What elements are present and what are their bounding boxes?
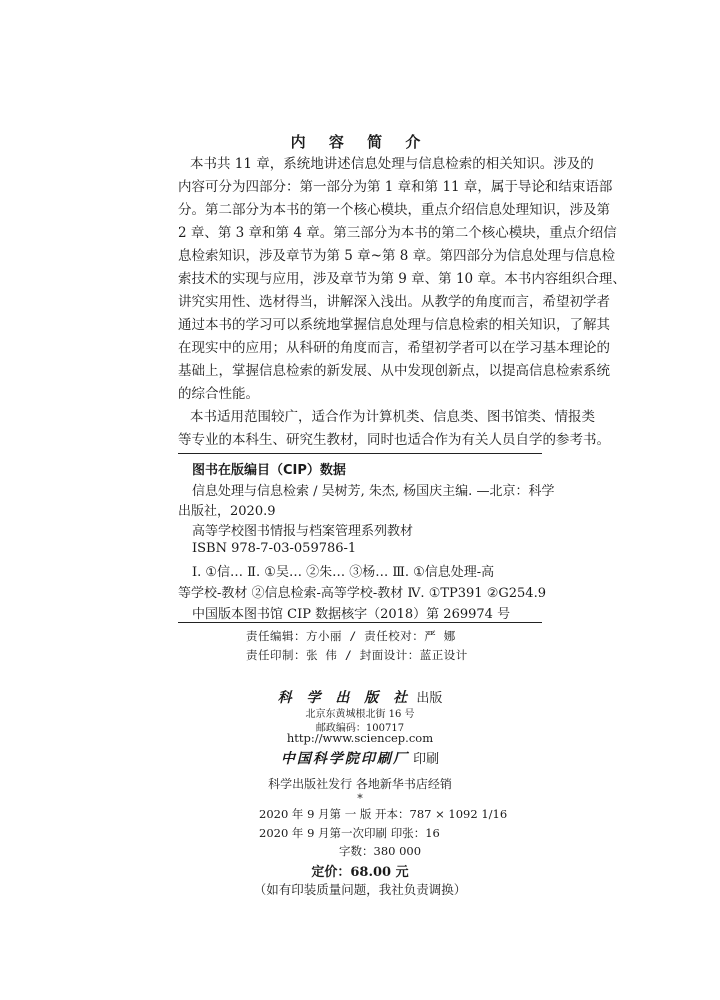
intro-line: 索技术的实现与应用，涉及章节为第 9 章、第 10 章。本书内容组织合理、: [178, 271, 626, 287]
publisher-line: [0, 687, 720, 707]
staff-editors: 责任编辑：方小丽 / 责任校对：严 娜: [246, 629, 456, 643]
cip-line: 等学校-教材 ②信息检索-高等学校-教材 Ⅳ. ①TP391 ②G254.9: [178, 586, 546, 601]
publisher-url: http://www.sciencep.com: [286, 731, 434, 745]
quality-note: （如有印装质量问题，我社负责调换）: [253, 882, 467, 897]
cip-heading: 图书在版编目（CIP）数据: [192, 463, 346, 478]
intro-line: 讲究实用性、选材得当，讲解深入浅出。从教学的角度而言，希望初学者: [178, 294, 610, 310]
intro-line: 2 章、第 3 章和第 4 章。第三部分为本书的第二个核心模块，重点介绍信: [178, 225, 617, 241]
printer-logo: 中国科学院印刷厂: [280, 751, 409, 767]
intro-line: 分。第二部分为本书的第一个核心模块，重点介绍信息处理知识，涉及第: [178, 202, 610, 218]
cip-top-rule: [178, 453, 542, 454]
cip-bottom-rule: [178, 622, 542, 623]
audience-line: 本书适用范围较广，适合作为计算机类、信息类、图书馆类、情报类: [190, 409, 595, 425]
printer-suffix: 印刷: [413, 752, 440, 767]
distribution: 科学出版社发行 各地新华书店经销: [268, 777, 452, 791]
cip-line: 高等学校图书情报与档案管理系列教材: [192, 524, 414, 539]
audience-line: 等专业的本科生、研究生教材，同时也适合作为有关人员自学的参考书。: [178, 432, 610, 448]
staff-production: 责任印制：张 伟 / 封面设计：蓝正设计: [246, 648, 468, 662]
publisher-logo: 科 学 出 版 社: [277, 690, 413, 706]
printer-line: [0, 748, 720, 768]
intro-line: 基础上，掌握信息检索的新发展、从中发现创新点，以提高信息检索系统: [178, 363, 610, 379]
cip-record-number: 中国版本图书馆 CIP 数据核字（2018）第 269974 号: [192, 607, 511, 622]
publisher-suffix: 出版: [416, 691, 443, 706]
intro-line: 通过本书的学习可以系统地掌握信息处理与信息检索的相关知识，了解其: [178, 317, 610, 333]
cip-line: 信息处理与信息检索 / 吴树芳, 朱杰, 杨国庆主编. —北京：科学: [192, 484, 555, 499]
publisher-postcode: 邮政编码：100717: [315, 723, 405, 734]
cip-line: Ⅰ. ①信… Ⅱ. ①吴… ②朱… ③杨… Ⅲ. ①信息处理-高: [192, 565, 495, 580]
intro-line: 在现实中的应用；从科研的角度而言，希望初学者可以在学习基本理论的: [178, 340, 610, 356]
page-title: 内 容 简 介: [290, 133, 430, 151]
intro-line: 的综合性能。: [178, 386, 259, 402]
cip-line: 出版社，2020.9: [178, 504, 276, 519]
cip-isbn: ISBN 978-7-03-059786-1: [192, 541, 357, 556]
intro-line: 息检索知识，涉及章节为第 5 章~第 8 章。第四部分为信息处理与信息检: [178, 248, 616, 264]
word-count: 字数：380 000: [339, 844, 422, 858]
edition-line: 2020 年 9 月第 一 版 开本：787 × 1092 1/16: [259, 807, 508, 821]
intro-line: 内容可分为四部分：第一部分为第 1 章和第 11 章，属于导论和结束语部: [178, 179, 613, 195]
intro-line: 本书共 11 章，系统地讲述信息处理与信息检索的相关知识。涉及的: [190, 156, 594, 172]
separator-star: *: [357, 792, 363, 805]
publisher-address: 北京东黄城根北街 16 号: [305, 709, 415, 720]
printing-line: 2020 年 9 月第一次印刷 印张：16: [259, 826, 440, 840]
price: 定价：68.00 元: [311, 865, 409, 880]
